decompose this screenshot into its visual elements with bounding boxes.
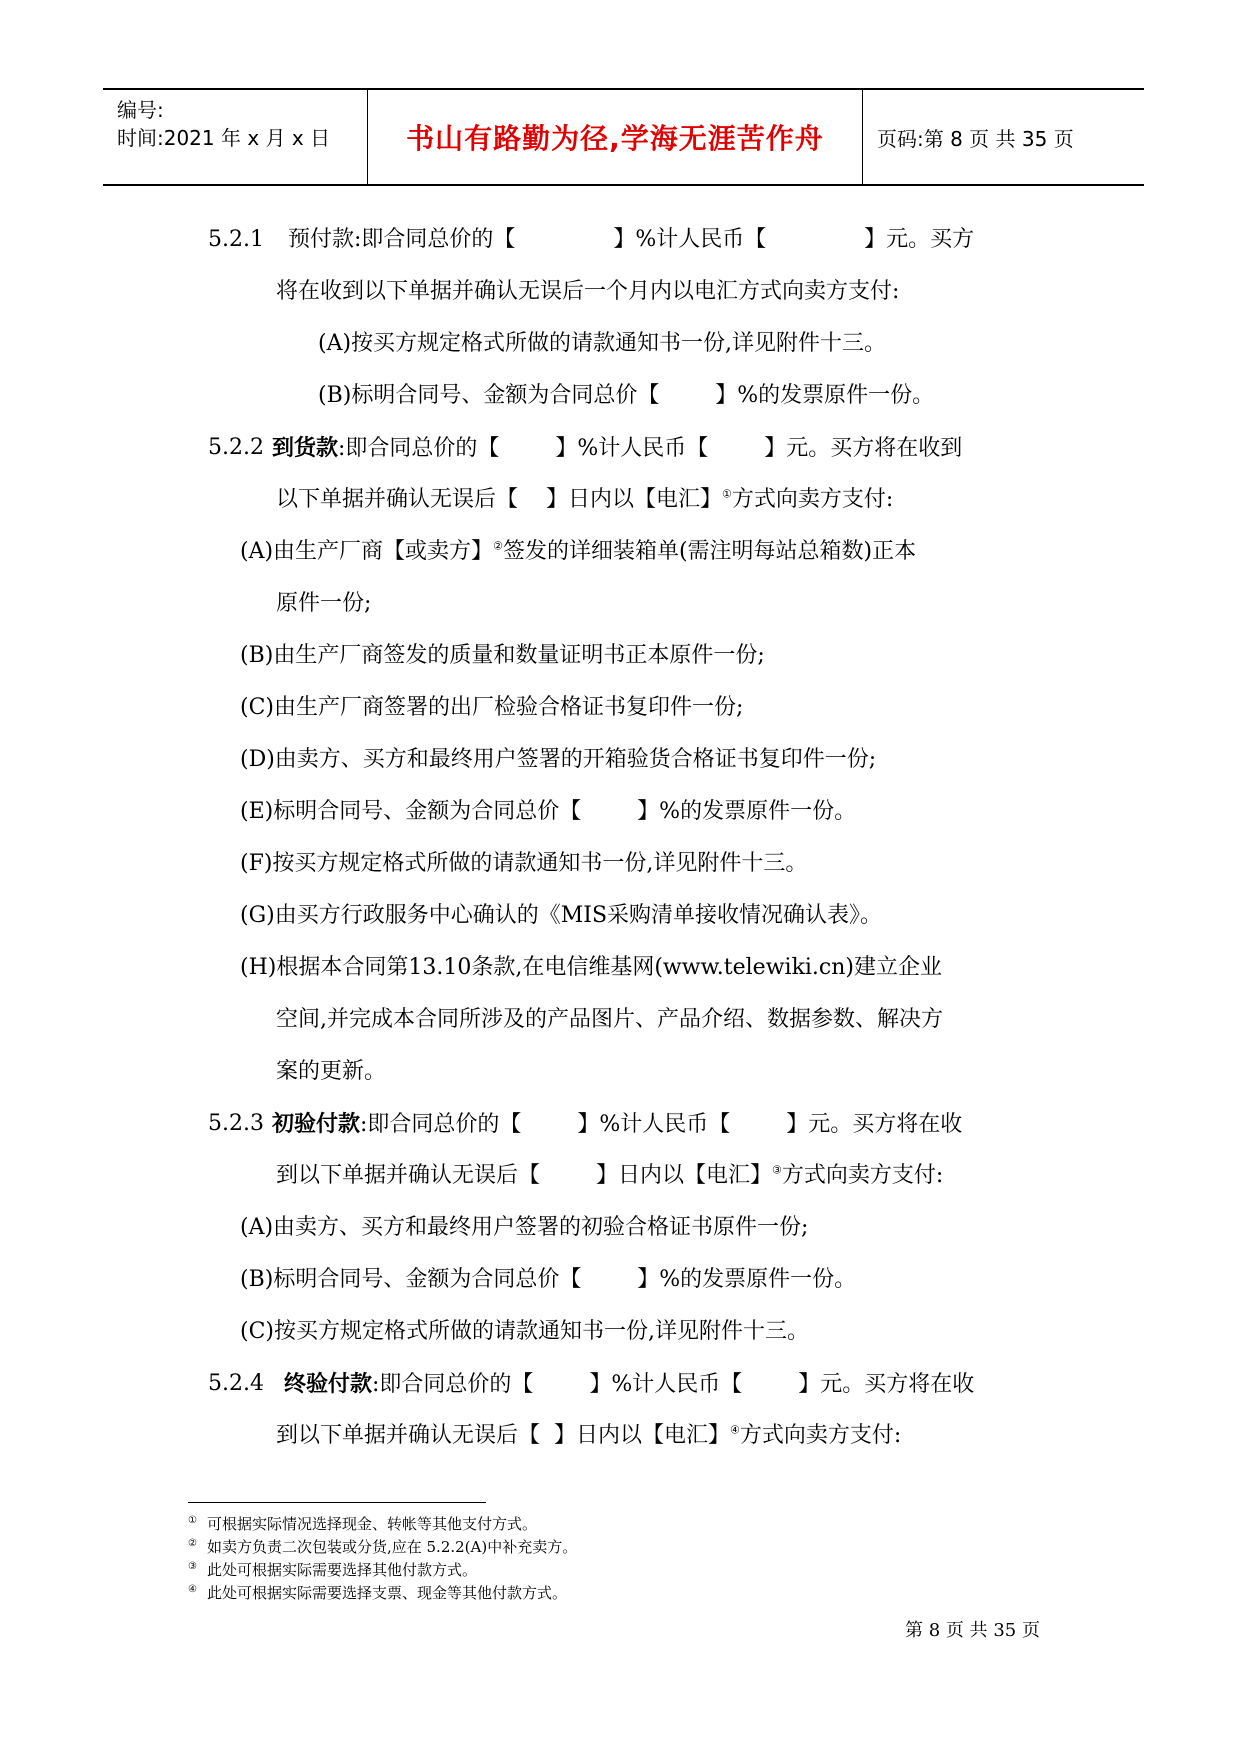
s522-line2-tail: 方式向卖方支付: (731, 487, 894, 512)
footnote-2-text: 如卖方负责二次包装或分货,应在 5.2.2(A)中补充卖方。 (206, 1538, 578, 1556)
s521-line2: 将在收到以下单据并确认无误后一个月内以电汇方式向卖方支付: (276, 279, 900, 304)
s522-item-g: (G)由买方行政服务中心确认的《MIS采购清单接收情况确认表》。 (240, 903, 883, 928)
s523-number: 5.2.3 (208, 1111, 264, 1136)
footnote-separator (188, 1502, 486, 1503)
footnote-3 (188, 1560, 477, 1580)
footnote-4 (188, 1583, 567, 1603)
s522-line2-text: 以下单据并确认无误后【 】日内以【电汇】 (276, 487, 722, 512)
footnote-1-text: 可根据实际情况选择现金、转帐等其他支付方式。 (206, 1515, 537, 1533)
s524-number: 5.2.4 (208, 1371, 264, 1396)
s522-item-d: (D)由卖方、买方和最终用户签署的开箱验货合格证书复印件一份; (240, 747, 877, 772)
s522-item-h: (H)根据本合同第13.10条款,在电信维基网(www.telewiki.cn)建立企业 (240, 955, 943, 980)
s524-line2-text: 到以下单据并确认无误后【 】日内以【电汇】 (276, 1423, 730, 1448)
page-footer: 第 8 页 共 35 页 (905, 1620, 1040, 1641)
s522-line2 (276, 485, 893, 515)
s522-item-a-tail: 签发的详细装箱单(需注明每站总箱数)正本 (502, 539, 917, 564)
header-center (367, 90, 863, 184)
footnote-3-mark: ③ (188, 1561, 197, 1572)
s523-line1 (272, 1109, 962, 1140)
s521-line1: 预付款:即合同总价的【 】%计人民币【 】元。买方 (288, 227, 975, 252)
s522-item-a (240, 537, 916, 567)
s524-title: 终验付款 (284, 1371, 373, 1397)
footnote-4-text: 此处可根据实际需要选择支票、现金等其他付款方式。 (206, 1584, 567, 1602)
footnote-ref-1[interactable]: ① (721, 487, 732, 501)
s524-line2 (276, 1421, 901, 1451)
footnote-2 (188, 1537, 577, 1557)
s522-line1 (272, 433, 962, 464)
s523-line2 (276, 1161, 943, 1191)
s524-line2-tail: 方式向卖方支付: (739, 1423, 902, 1448)
s524-line1-text: :即合同总价的【 】%计人民币【 】元。买方将在收 (372, 1372, 975, 1397)
s523-item-a: (A)由卖方、买方和最终用户签署的初验合格证书原件一份; (240, 1215, 809, 1240)
s522-item-e: (E)标明合同号、金额为合同总价【 】%的发票原件一份。 (240, 799, 857, 824)
footnote-ref-2[interactable]: ② (493, 539, 503, 553)
s522-item-a-cont: 原件一份; (276, 591, 372, 616)
s522-item-a-text: (A)由生产厂商【或卖方】 (240, 539, 494, 564)
footnote-3-text: 此处可根据实际需要选择其他付款方式。 (206, 1561, 477, 1579)
s522-item-h-cont1: 空间,并完成本合同所涉及的产品图片、产品介绍、数据参数、解决方 (276, 1007, 943, 1032)
s521-number: 5.2.1 (208, 227, 264, 252)
s522-title: 到货款 (272, 435, 339, 461)
footnote-2-mark: ② (188, 1538, 197, 1549)
s522-item-h-cont2: 案的更新。 (276, 1059, 387, 1084)
footnote-ref-3[interactable]: ③ (771, 1163, 782, 1177)
s523-item-c: (C)按买方规定格式所做的请款通知书一份,详见附件十三。 (240, 1319, 809, 1344)
s521-item-a: (A)按买方规定格式所做的请款通知书一份,详见附件十三。 (318, 331, 887, 356)
s521-item-b: (B)标明合同号、金额为合同总价【 】%的发票原件一份。 (318, 383, 935, 408)
s523-title: 初验付款 (272, 1111, 361, 1137)
header-left (103, 90, 367, 184)
s522-item-b: (B)由生产厂商签发的质量和数量证明书正本原件一份; (240, 643, 765, 668)
s523-line2-text: 到以下单据并确认无误后【 】日内以【电汇】 (276, 1163, 772, 1188)
footnote-4-mark: ④ (188, 1584, 197, 1595)
page-header (103, 88, 1144, 186)
s523-item-b: (B)标明合同号、金额为合同总价【 】%的发票原件一份。 (240, 1267, 857, 1292)
footnote-1-mark: ① (188, 1515, 197, 1526)
s524-line1 (284, 1369, 974, 1400)
footnote-ref-4[interactable]: ④ (730, 1423, 740, 1437)
s522-item-c: (C)由生产厂商签署的出厂检验合格证书复印件一份; (240, 695, 744, 720)
s522-number: 5.2.2 (208, 435, 264, 460)
s522-item-f: (F)按买方规定格式所做的请款通知书一份,详见附件十三。 (240, 851, 808, 876)
number-label: 编号: (117, 98, 164, 122)
motto: 书山有路勤为径,学海无涯苦作舟 (406, 122, 824, 155)
page-code: 页码:第 8 页 共 35 页 (877, 126, 1074, 151)
s523-line2-tail: 方式向卖方支付: (781, 1163, 944, 1188)
footnote-1 (188, 1514, 537, 1534)
header-right (863, 90, 1144, 184)
time-label: 时间:2021 年 x 月 x 日 (117, 126, 331, 150)
s522-line1-text: :即合同总价的【 】%计人民币【 】元。买方将在收到 (338, 436, 963, 461)
s523-line1-text: :即合同总价的【 】%计人民币【 】元。买方将在收 (360, 1112, 963, 1137)
